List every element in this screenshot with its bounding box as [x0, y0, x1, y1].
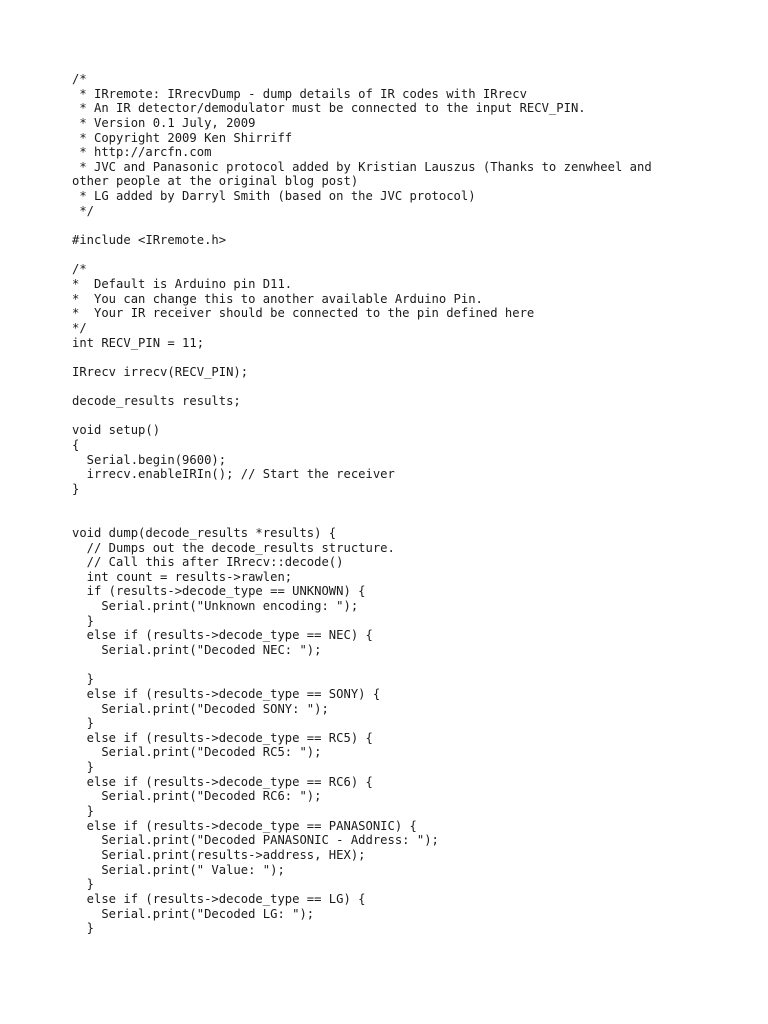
- code-line: [72, 218, 732, 233]
- code-line: [72, 511, 732, 526]
- code-line: Serial.print("Decoded SONY: ");: [72, 701, 329, 716]
- code-line: void dump(decode_results *results) {: [72, 525, 337, 540]
- code-line: [72, 248, 732, 263]
- code-line: else if (results->decode_type == NEC) {: [72, 628, 373, 643]
- code-line: }: [72, 921, 95, 936]
- code-line: decode_results results;: [72, 394, 241, 409]
- code-line: else if (results->decode_type == RC5) {: [72, 730, 373, 745]
- code-line: [72, 409, 732, 424]
- code-line: [72, 350, 732, 365]
- code-line: Serial.print("Decoded RC6: ");: [72, 789, 322, 804]
- code-page: [72, 72, 732, 936]
- code-line: [72, 497, 732, 512]
- code-line: Serial.print(" Value: ");: [72, 862, 285, 877]
- code-line: * JVC and Panasonic protocol added by Kristian Lauszus (Thanks to zenwheel and: [72, 159, 652, 174]
- code-line: * Version 0.1 July, 2009: [72, 115, 256, 130]
- code-line: */: [72, 203, 95, 218]
- code-line: Serial.begin(9600);: [72, 452, 227, 467]
- code-line: Serial.print("Unknown encoding: ");: [72, 599, 359, 614]
- code-line: Serial.print("Decoded LG: ");: [72, 906, 315, 921]
- code-line: }: [72, 804, 95, 819]
- code-line: }: [72, 716, 95, 731]
- code-line: Serial.print("Decoded PANASONIC - Address: ");: [72, 833, 439, 848]
- code-line: other people at the original blog post): [72, 174, 359, 189]
- code-line: // Call this after IRrecv::decode(): [72, 555, 344, 570]
- code-line: * Default is Arduino pin D11.: [72, 276, 293, 291]
- code-line: * Your IR receiver should be connected to the pin defined here: [72, 306, 535, 321]
- code-line: [72, 658, 732, 673]
- code-line: }: [72, 481, 80, 496]
- code-line: // Dumps out the decode_results structure.: [72, 540, 395, 555]
- code-line: * You can change this to another available Arduino Pin.: [72, 291, 483, 306]
- code-line: Serial.print("Decoded NEC: ");: [72, 642, 322, 657]
- code-line: }: [72, 760, 95, 775]
- code-line: #include <IRremote.h>: [72, 233, 227, 248]
- code-line: if (results->decode_type == UNKNOWN) {: [72, 584, 366, 599]
- code-line: Serial.print(results->address, HEX);: [72, 847, 366, 862]
- code-line: [72, 379, 732, 394]
- code-line: }: [72, 672, 95, 687]
- code-line: void setup(): [72, 423, 161, 438]
- code-line: }: [72, 877, 95, 892]
- code-line: * LG added by Darryl Smith (based on the JVC protocol): [72, 189, 476, 204]
- code-line: else if (results->decode_type == PANASONIC) {: [72, 818, 417, 833]
- code-line: int RECV_PIN = 11;: [72, 335, 205, 350]
- code-line: else if (results->decode_type == SONY) {: [72, 686, 381, 701]
- code-line: IRrecv irrecv(RECV_PIN);: [72, 364, 249, 379]
- code-line: */: [72, 320, 87, 335]
- code-line: else if (results->decode_type == LG) {: [72, 891, 366, 906]
- code-line: irrecv.enableIRIn(); // Start the receiver: [72, 467, 395, 482]
- code-line: Serial.print("Decoded RC5: ");: [72, 745, 322, 760]
- code-line: * Copyright 2009 Ken Shirriff: [72, 130, 293, 145]
- code-line: * IRremote: IRrecvDump - dump details of IR codes with IRrecv: [72, 86, 527, 101]
- code-line: * An IR detector/demodulator must be connected to the input RECV_PIN.: [72, 101, 586, 116]
- code-line: /*: [72, 262, 87, 277]
- code-line: {: [72, 438, 80, 453]
- code-line: }: [72, 613, 95, 628]
- code-line: int count = results->rawlen;: [72, 569, 293, 584]
- code-line: * http://arcfn.com: [72, 145, 212, 160]
- code-line: else if (results->decode_type == RC6) {: [72, 774, 373, 789]
- code-line: /*: [72, 72, 87, 86]
